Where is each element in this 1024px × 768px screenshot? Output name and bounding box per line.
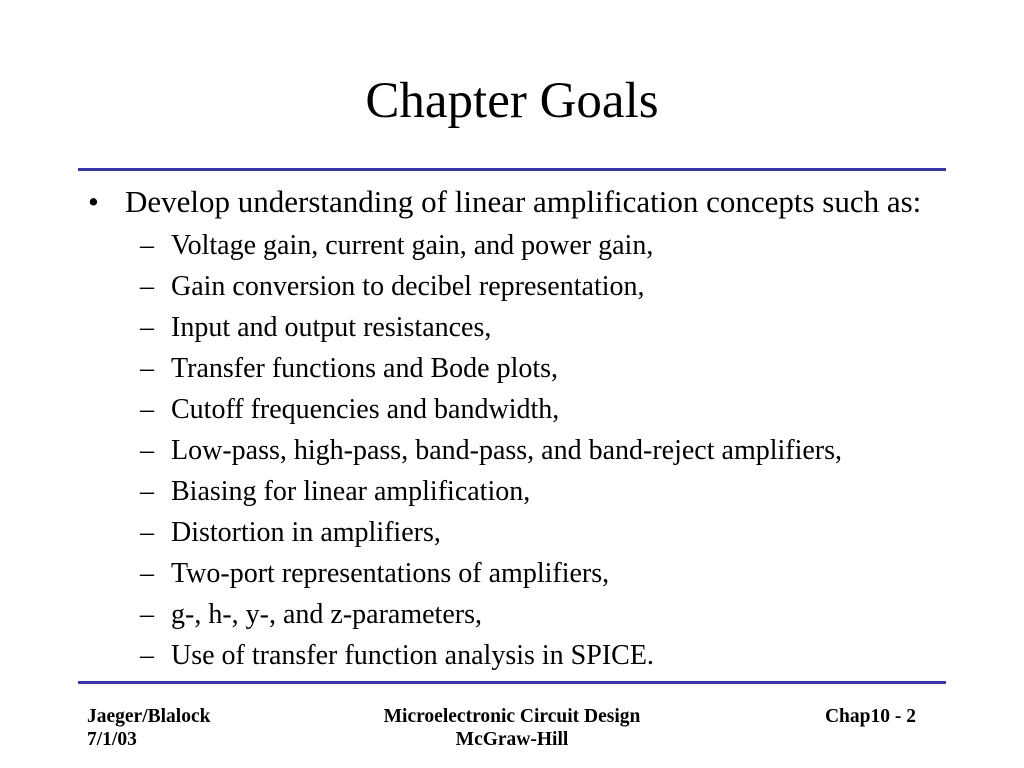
sub-bullet-text: Use of transfer function analysis in SPICE. xyxy=(171,640,654,671)
footer-chapter-page: Chap10 - 2 xyxy=(824,706,916,727)
dash-marker: – xyxy=(140,394,154,425)
sub-bullet-item xyxy=(140,512,1000,553)
sub-bullet-item xyxy=(140,225,1000,266)
main-bullet-text: Develop understanding of linear amplification concepts such as: xyxy=(125,184,922,219)
footer-publisher: McGraw-Hill xyxy=(455,729,569,750)
sub-bullet-item xyxy=(140,635,1000,676)
dash-marker: – xyxy=(140,517,154,548)
sub-bullet-text: Biasing for linear amplification, xyxy=(171,476,531,507)
sub-bullet-item xyxy=(140,471,1000,512)
sub-bullet-text: Two-port representations of amplifiers, xyxy=(171,558,610,589)
footer-date: 7/1/03 xyxy=(87,729,137,750)
dash-marker: – xyxy=(140,230,154,261)
sub-bullet-text: Input and output resistances, xyxy=(171,312,492,343)
sub-bullet-text: Cutoff frequencies and bandwidth, xyxy=(171,394,560,425)
title-divider-rule xyxy=(78,168,946,171)
sub-bullet-text: Distortion in amplifiers, xyxy=(171,517,441,548)
footer-book-title: Microelectronic Circuit Design xyxy=(383,706,641,727)
sub-bullet-text: Low-pass, high-pass, band-pass, and band-reject amplifiers, xyxy=(171,435,843,466)
footer-authors: Jaeger/Blalock xyxy=(87,706,211,727)
sub-bullet-item xyxy=(140,348,1000,389)
sub-bullet-item xyxy=(140,266,1000,307)
footer-divider-rule xyxy=(78,681,946,684)
sub-bullet-item xyxy=(140,594,1000,635)
sub-bullet-item xyxy=(140,389,1000,430)
sub-bullet-item xyxy=(140,307,1000,348)
sub-bullet-item xyxy=(140,553,1000,594)
sub-bullet-text: Transfer functions and Bode plots, xyxy=(171,353,559,384)
dash-marker: – xyxy=(140,599,154,630)
sub-bullet-text: g-, h-, y-, and z-parameters, xyxy=(171,599,482,630)
sub-bullet-text: Voltage gain, current gain, and power gain, xyxy=(171,230,654,261)
dash-marker: – xyxy=(140,558,154,589)
dash-marker: – xyxy=(140,312,154,343)
dash-marker: – xyxy=(140,435,154,466)
dash-marker: – xyxy=(140,271,154,302)
sub-bullet-list xyxy=(140,225,1000,676)
sub-bullet-text: Gain conversion to decibel representation, xyxy=(171,271,645,302)
slide-title: Chapter Goals xyxy=(365,73,659,129)
dash-marker: – xyxy=(140,353,154,384)
sub-bullet-item xyxy=(140,430,1000,471)
bullet-marker: • xyxy=(88,184,99,219)
main-bullet-item xyxy=(88,182,921,222)
footer-slide-number xyxy=(825,705,916,728)
dash-marker: – xyxy=(140,640,154,671)
dash-marker: – xyxy=(140,476,154,507)
